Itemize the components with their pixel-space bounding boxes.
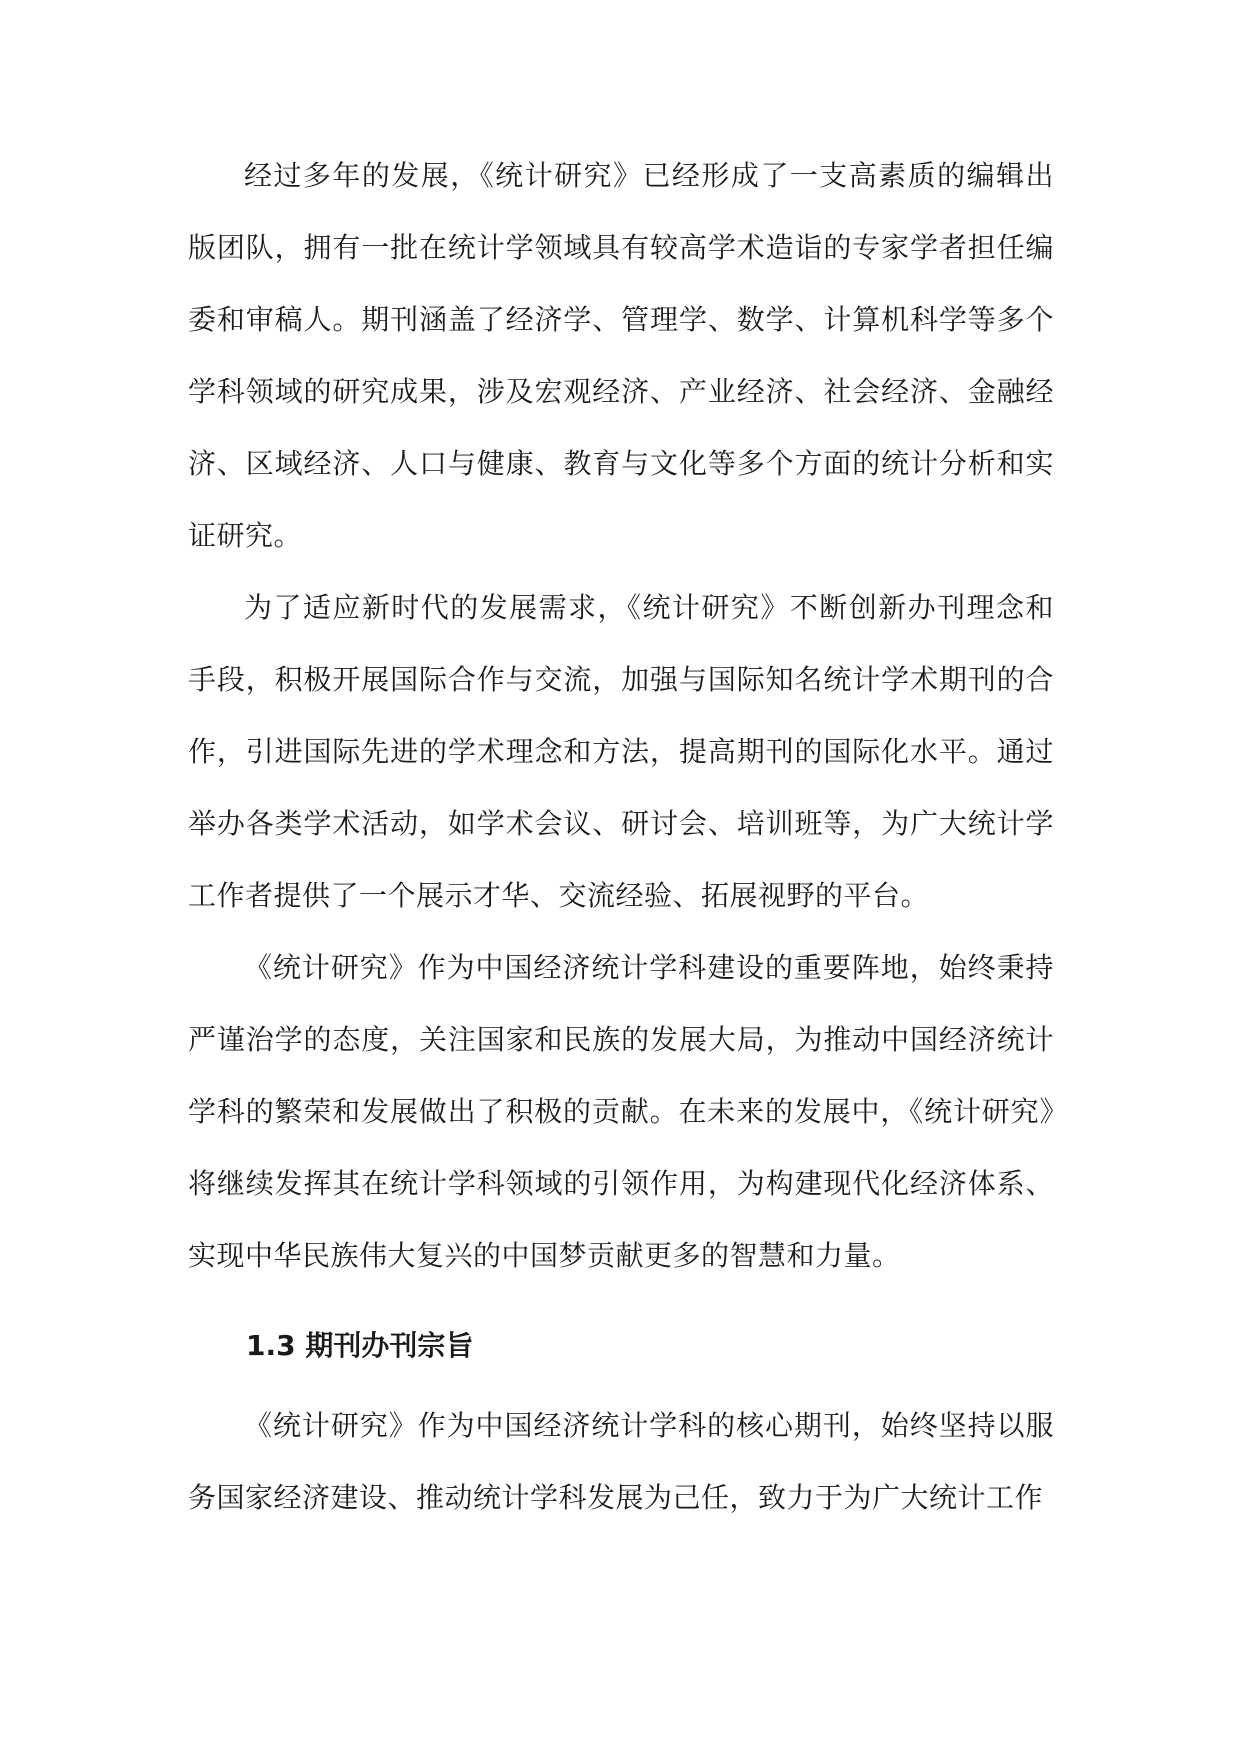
- body-paragraph-2: 为了适应新时代的发展需求，《统计研究》不断创新办刊理念和手段，积极开展国际合作与交流，加强与国际知名统计学术期刊的合作，引进国际先进的学术理念和方法，提高期刊的国际化水平。通过举办各类学术活动，如学术会议、研讨会、培训班等，为广大统计学工作者提供了一个展示才华、交流经验、拓展视野的平台。: [188, 591, 1054, 912]
- document-page: [188, 140, 1054, 1534]
- body-paragraph-1: 经过多年的发展，《统计研究》已经形成了一支高素质的编辑出版团队，拥有一批在统计学领域具有较高学术造诣的专家学者担任编委和审稿人。期刊涵盖了经济学、管理学、数学、计算机科学等多个学科领域的研究成果，涉及宏观经济、产业经济、社会经济、金融经济、区域经济、人口与健康、教育与文化等多个方面的统计分析和实证研究。: [188, 159, 1054, 552]
- section-paragraph: 《统计研究》作为中国经济统计学科的核心期刊，始终坚持以服务国家经济建设、推动统计学科发展为己任，致力于为广大统计工作: [188, 1409, 1054, 1514]
- section-heading: 1.3 期刊办刊宗旨: [246, 1329, 474, 1362]
- body-paragraph-3: 《统计研究》作为中国经济统计学科建设的重要阵地，始终秉持严谨治学的态度，关注国家和民族的发展大局，为推动中国经济统计学科的繁荣和发展做出了积极的贡献。在未来的发展中，《统计研究》将继续发挥其在统计学科领域的引领作用，为构建现代化经济体系、实现中华民族伟大复兴的中国梦贡献更多的智慧和力量。: [188, 951, 1054, 1272]
